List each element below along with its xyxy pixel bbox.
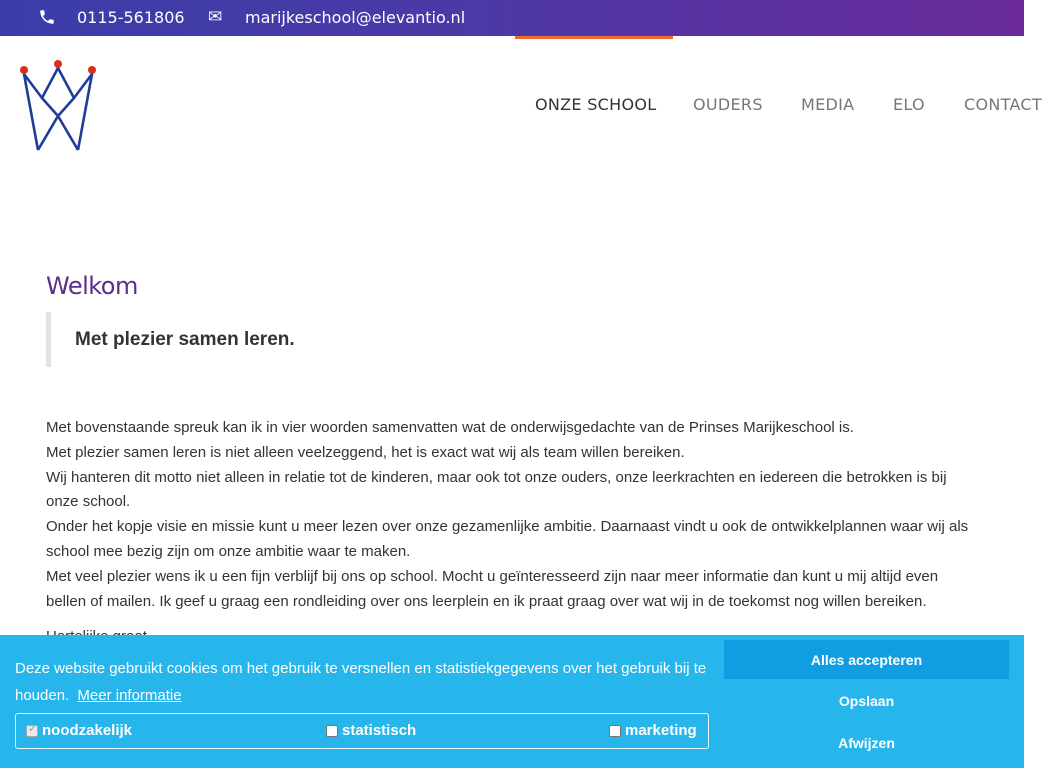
pref-label: statistisch: [342, 722, 417, 739]
paragraph: Onder het kopje visie en missie kunt u meer lezen over onze gezamenlijke ambitie. Daarnaast vindt u ook de ontwikkelplannen waar wij als school mee bezig zijn om onze ambitie waar te maken.: [46, 518, 969, 560]
mail-icon: ✉: [208, 7, 223, 27]
cookie-banner: [0, 635, 1024, 768]
nav-active-indicator: [515, 36, 673, 39]
nav-item-contact[interactable]: CONTACT: [964, 95, 1042, 114]
nav-item-elo[interactable]: ELO: [893, 95, 925, 114]
nav-item-media[interactable]: MEDIA: [801, 95, 855, 114]
statistics-checkbox[interactable]: [326, 725, 338, 737]
contact-bar: [0, 0, 1024, 36]
phone-link[interactable]: 0115-561806: [77, 8, 185, 27]
pref-statistics[interactable]: [326, 722, 416, 739]
reject-button[interactable]: Afwijzen: [838, 735, 895, 751]
pref-label: marketing: [625, 722, 697, 739]
phone-icon: [38, 8, 56, 26]
motto-text: Met plezier samen leren.: [75, 328, 295, 350]
more-info-link[interactable]: Meer informatie: [77, 687, 182, 704]
marketing-checkbox[interactable]: [609, 725, 621, 737]
accept-all-button[interactable]: Alles accepteren: [724, 640, 1009, 679]
intro-text: [46, 416, 976, 614]
pref-marketing[interactable]: [609, 722, 697, 739]
paragraph: Met veel plezier wens ik u een fijn verblijf bij ons op school. Mocht u geïnteresseerd zijn naar meer informatie dan kunt u mij altijd even bellen of mailen. Ik geef u graag een rondleiding over ons leerplein en ik praat graag over wat wij in de toekomst nog willen bereiken.: [46, 567, 939, 610]
necessary-checkbox: [26, 725, 38, 737]
main-nav: [0, 95, 1042, 115]
save-button[interactable]: Opslaan: [838, 693, 895, 709]
page-title: Welkom: [46, 272, 138, 300]
pref-label: noodzakelijk: [42, 722, 133, 739]
cookie-message: [15, 655, 715, 709]
cookie-preferences: [15, 713, 709, 749]
pref-necessary: [26, 722, 132, 739]
cookie-message-text: Deze website gebruikt cookies om het gebruik te versnellen en statistiekgegevens over het gebruik bij te houden.: [15, 660, 707, 704]
paragraph: Met plezier samen leren is niet alleen veelzeggend, het is exact wat wij als team willen bereiken.: [46, 443, 685, 461]
nav-item-onze-school[interactable]: ONZE SCHOOL: [535, 95, 657, 114]
paragraph: Wij hanteren dit motto niet alleen in relatie tot de kinderen, maar ook tot onze ouders, onze leerkrachten en iedereen die betrokken is bij onze school.: [46, 468, 947, 511]
nav-item-ouders[interactable]: OUDERS: [693, 95, 763, 114]
motto-quote: [46, 312, 976, 367]
paragraph: Met bovenstaande spreuk kan ik in vier woorden samenvatten wat de onderwijsgedachte van de Prinses Marijkeschool is.: [46, 419, 854, 436]
email-link[interactable]: marijkeschool@elevantio.nl: [245, 8, 466, 27]
